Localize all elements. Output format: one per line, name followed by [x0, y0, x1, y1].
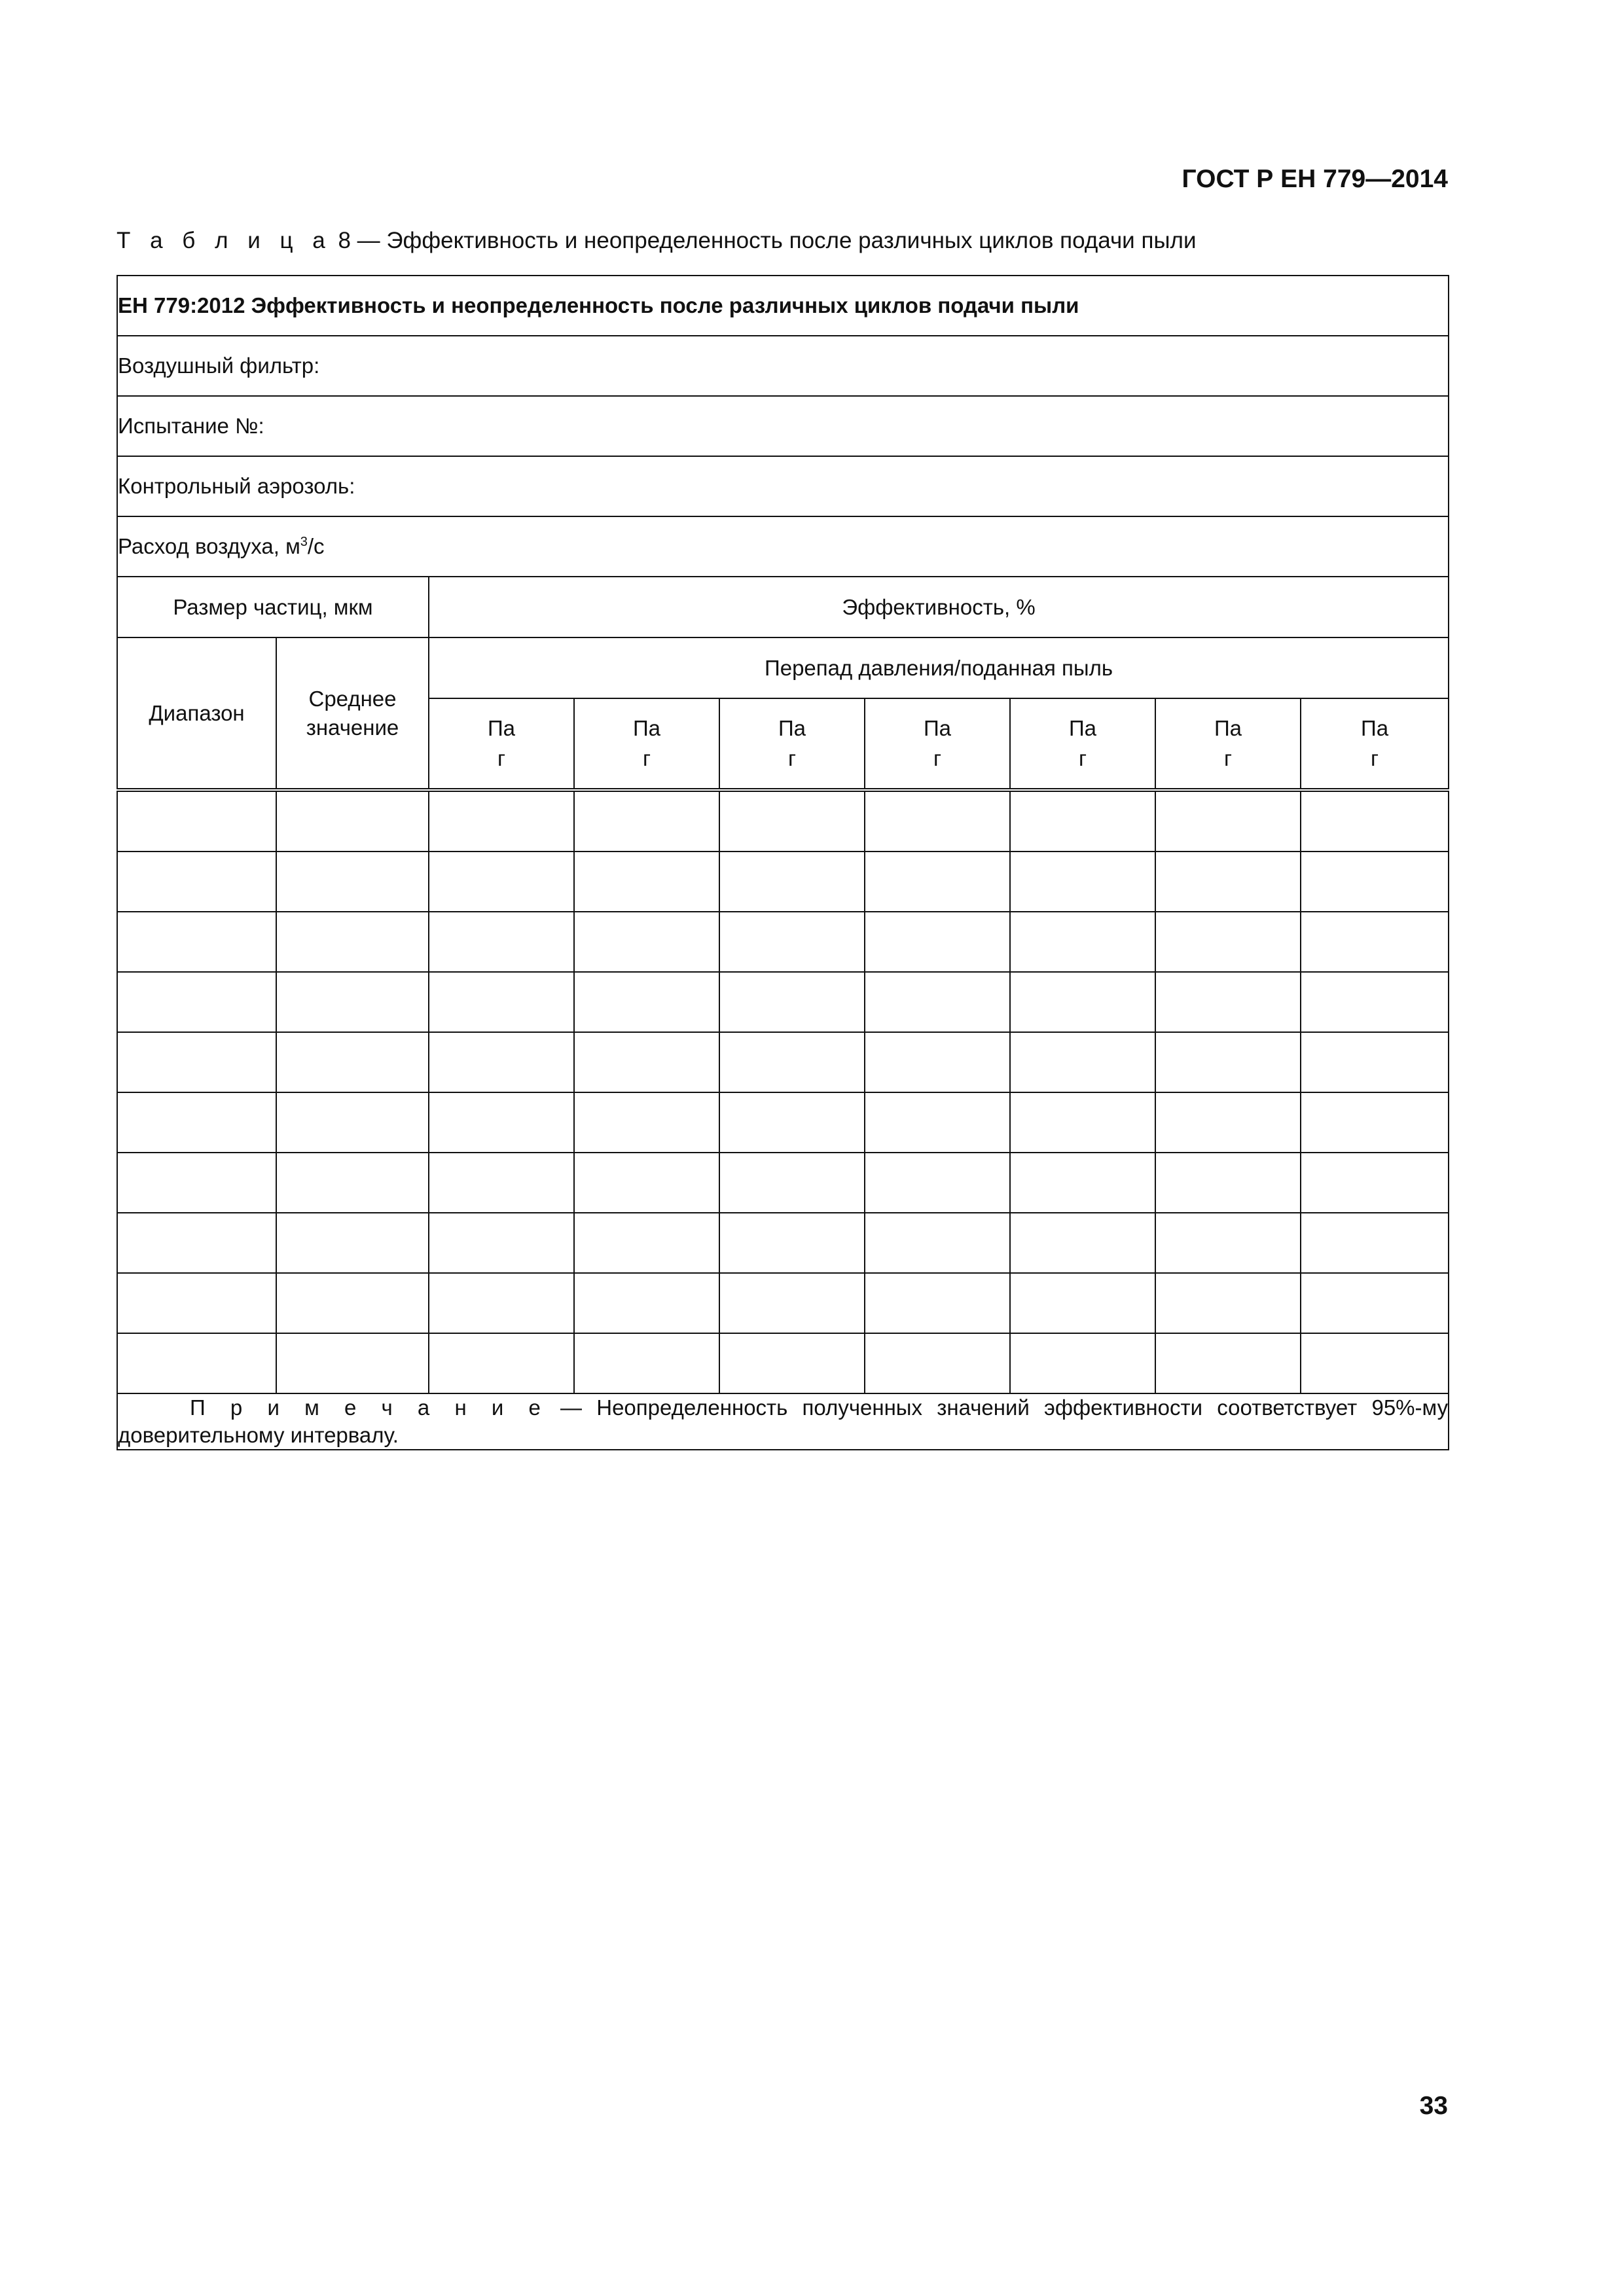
- table-cell: [1301, 1092, 1449, 1153]
- table-cell: [574, 1032, 719, 1092]
- table-cell: [574, 1273, 719, 1333]
- test-aerosol-field: Контрольный аэрозоль:: [117, 456, 1449, 516]
- unit-pa-label: Па: [778, 716, 806, 740]
- table-row: [117, 1273, 1449, 1333]
- table-cell: [719, 1032, 865, 1092]
- table-cell: [1010, 852, 1155, 912]
- test-number-field: Испытание №:: [117, 396, 1449, 456]
- table-cell: [1155, 1032, 1301, 1092]
- table-cell: [1301, 852, 1449, 912]
- table-cell: [429, 852, 574, 912]
- unit-header-cell: [429, 698, 574, 790]
- table-cell: [1155, 1273, 1301, 1333]
- table-cell: [117, 912, 276, 972]
- table-row: [117, 852, 1449, 912]
- table-cell: [865, 852, 1010, 912]
- table-cell: [1301, 1273, 1449, 1333]
- table-cell: [1010, 1273, 1155, 1333]
- table-cell: [719, 1153, 865, 1213]
- table-cell: [429, 1032, 574, 1092]
- table-row: [117, 1153, 1449, 1213]
- table-note: [117, 1393, 1449, 1450]
- table-cell: [1010, 972, 1155, 1032]
- table-cell: [719, 1333, 865, 1393]
- mean-value-header: Среднее значение: [276, 637, 429, 790]
- unit-g-label: г: [642, 746, 651, 770]
- table-cell: [865, 972, 1010, 1032]
- table-cell: [865, 790, 1010, 852]
- unit-g-label: г: [1223, 746, 1233, 770]
- table-cell: [865, 1273, 1010, 1333]
- document-code: ГОСТ Р ЕН 779—2014: [1182, 165, 1448, 193]
- unit-g-label: г: [1078, 746, 1087, 770]
- table-title: ЕН 779:2012 Эффективность и неопределенность после различных циклов подачи пыли: [117, 276, 1449, 336]
- table-cell: [429, 790, 574, 852]
- table-cell: [1301, 972, 1449, 1032]
- table-row: [117, 1032, 1449, 1092]
- table-cell: [429, 1153, 574, 1213]
- table-cell: [1155, 852, 1301, 912]
- table-cell: [865, 912, 1010, 972]
- unit-header-cell: [719, 698, 865, 790]
- table-cell: [117, 1273, 276, 1333]
- table-cell: [865, 1092, 1010, 1153]
- table-cell: [117, 1032, 276, 1092]
- table-cell: [117, 1333, 276, 1393]
- table-cell: [719, 1213, 865, 1273]
- table-cell: [117, 972, 276, 1032]
- table-cell: [276, 972, 429, 1032]
- table-cell: [574, 912, 719, 972]
- table-cell: [117, 1153, 276, 1213]
- table-cell: [1301, 1032, 1449, 1092]
- table-cell: [865, 1213, 1010, 1273]
- efficiency-table: [117, 275, 1449, 1450]
- efficiency-header: Эффективность, %: [429, 577, 1449, 637]
- air-filter-field: Воздушный фильтр:: [117, 336, 1449, 396]
- table-cell: [574, 790, 719, 852]
- table-cell: [574, 1213, 719, 1273]
- pressure-drop-header: Перепад давления/поданная пыль: [429, 637, 1449, 698]
- table-caption-text: 8 — Эффективность и неопределенность после различных циклов подачи пыли: [338, 228, 1197, 253]
- air-flow-label: Расход воздуха, м: [118, 534, 300, 558]
- unit-header-cell: [574, 698, 719, 790]
- table-cell: [276, 790, 429, 852]
- table-cell: [1010, 1032, 1155, 1092]
- table-row: [117, 1213, 1449, 1273]
- table-cell: [574, 972, 719, 1032]
- table-cell: [574, 852, 719, 912]
- note-heading: П р и м е ч а н и е: [190, 1395, 546, 1420]
- page-number: 33: [1419, 2092, 1448, 2120]
- table-cell: [1010, 912, 1155, 972]
- table-caption-label: Т а б л и ц а: [117, 228, 332, 253]
- table-cell: [1010, 790, 1155, 852]
- range-header: Диапазон: [117, 637, 276, 790]
- unit-header-cell: [1010, 698, 1155, 790]
- table-cell: [1155, 1153, 1301, 1213]
- table-cell: [276, 1092, 429, 1153]
- table-row: [117, 1333, 1449, 1393]
- table-cell: [1010, 1333, 1155, 1393]
- table-cell: [276, 852, 429, 912]
- table-cell: [865, 1032, 1010, 1092]
- table-row: [117, 1092, 1449, 1153]
- table-cell: [1155, 1213, 1301, 1273]
- table-cell: [719, 1092, 865, 1153]
- table-cell: [276, 1153, 429, 1213]
- unit-pa-label: Па: [1068, 716, 1097, 740]
- table-cell: [574, 1153, 719, 1213]
- table-cell: [117, 1092, 276, 1153]
- table-cell: [1010, 1153, 1155, 1213]
- unit-g-label: г: [1371, 746, 1379, 770]
- table-cell: [865, 1153, 1010, 1213]
- table-cell: [1010, 1092, 1155, 1153]
- unit-g-label: г: [497, 746, 506, 770]
- table-caption: [117, 228, 1197, 254]
- table-cell: [1301, 1213, 1449, 1273]
- unit-g-label: г: [787, 746, 797, 770]
- table-cell: [1155, 972, 1301, 1032]
- table-cell: [429, 912, 574, 972]
- table-cell: [117, 790, 276, 852]
- unit-header-cell: [865, 698, 1010, 790]
- table-cell: [1301, 912, 1449, 972]
- table-cell: [1301, 790, 1449, 852]
- table-cell: [429, 1333, 574, 1393]
- table-cell: [276, 1032, 429, 1092]
- table-cell: [719, 912, 865, 972]
- air-flow-field: [117, 516, 1449, 577]
- table-cell: [574, 1092, 719, 1153]
- table-cell: [117, 852, 276, 912]
- table-cell: [276, 912, 429, 972]
- unit-pa-label: Па: [487, 716, 516, 740]
- table-cell: [1301, 1153, 1449, 1213]
- unit-pa-label: Па: [1214, 716, 1242, 740]
- table-cell: [719, 1273, 865, 1333]
- table-row: [117, 912, 1449, 972]
- unit-pa-label: Па: [632, 716, 661, 740]
- unit-pa-label: Па: [1361, 716, 1389, 740]
- table-cell: [276, 1273, 429, 1333]
- table-cell: [429, 1273, 574, 1333]
- table-cell: [719, 972, 865, 1032]
- table-cell: [429, 1213, 574, 1273]
- table-cell: [429, 972, 574, 1032]
- table-cell: [429, 1092, 574, 1153]
- table-cell: [1301, 1333, 1449, 1393]
- table-row: [117, 972, 1449, 1032]
- table-cell: [865, 1333, 1010, 1393]
- particle-size-header: Размер частиц, мкм: [117, 577, 429, 637]
- table-cell: [276, 1213, 429, 1273]
- table-cell: [1155, 790, 1301, 852]
- table-row: [117, 790, 1449, 852]
- table-cell: [574, 1333, 719, 1393]
- unit-header-cell: [1301, 698, 1449, 790]
- table-cell: [719, 790, 865, 852]
- unit-header-cell: [1155, 698, 1301, 790]
- table-cell: [117, 1213, 276, 1273]
- table-cell: [1010, 1213, 1155, 1273]
- note-text: — Неопределенность полученных значений эффективности соответствует 95%-му доверительному интервалу.: [118, 1395, 1449, 1447]
- table-cell: [1155, 1092, 1301, 1153]
- air-flow-unit: /с: [307, 534, 325, 558]
- table-cell: [1155, 912, 1301, 972]
- table-cell: [276, 1333, 429, 1393]
- unit-pa-label: Па: [923, 716, 952, 740]
- air-flow-superscript: 3: [300, 535, 308, 549]
- unit-g-label: г: [933, 746, 942, 770]
- table-cell: [719, 852, 865, 912]
- table-cell: [1155, 1333, 1301, 1393]
